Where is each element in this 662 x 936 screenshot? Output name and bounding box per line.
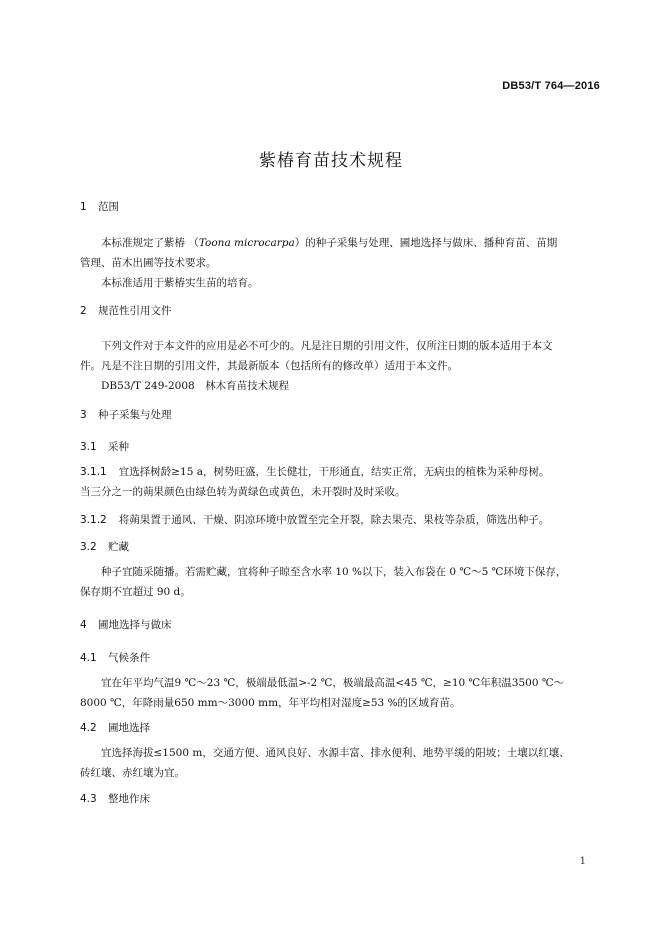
paragraph-line: 本标准适用于紫椿实生苗的培育。 <box>101 277 259 289</box>
section-number: 1 <box>80 201 87 213</box>
section-number: 3.1 <box>80 441 97 453</box>
text-span: ）的种子采集与处理、圃地选择与做床、播种育苗、苗期 <box>294 237 558 249</box>
paragraph-line: 当三分之一的蒴果颜色由绿色转为黄绿色或黄色，未开裂时及时采收。 <box>80 486 406 498</box>
paragraph-line: 下列文件对于本文件的应用是必不可少的。凡是注日期的引用文件，仅所注日期的版本适用于本文 <box>101 340 553 352</box>
section-title: 整地作床 <box>108 793 150 805</box>
section-title: 贮藏 <box>108 541 129 553</box>
paragraph-line: 8000 ℃，年降雨量650 mm～3000 mm，年平均相对湿度≥53 %的区域育苗。 <box>80 697 461 709</box>
section-3-1-heading <box>80 440 129 454</box>
section-number: 4.3 <box>80 793 97 805</box>
section-3-heading <box>80 408 172 422</box>
text-span: 本标准规定了紫椿 （ <box>101 237 199 249</box>
section-number: 3 <box>80 409 87 421</box>
section-title: 圃地选择与做床 <box>98 619 172 631</box>
section-3-2-body <box>80 562 602 602</box>
section-number: 4 <box>80 619 87 631</box>
paragraph-line: 种子宜随采随播。若需贮藏，宜将种子晾至含水率 10 %以下，装入布袋在 0 ℃～5 ℃环境下保存， <box>101 566 567 578</box>
paragraph-line: 宜选择海拔≤1500 m，交通方便、通风良好、水源丰富、排水便利、地势平缓的阳坡；土壤以红壤、 <box>101 747 570 759</box>
section-title: 采种 <box>108 441 129 453</box>
section-3-1-1 <box>80 462 602 502</box>
section-number: 3.2 <box>80 541 97 553</box>
latin-name: Toona microcarpa <box>198 237 295 249</box>
section-title: 种子采集与处理 <box>98 409 172 421</box>
section-number: 4.1 <box>80 652 97 664</box>
paragraph-line: 管理、苗木出圃等技术要求。 <box>80 257 217 269</box>
standard-number: DB53/T 764—2016 <box>502 80 600 92</box>
section-3-2-heading <box>80 540 129 554</box>
section-2-body <box>80 336 602 396</box>
section-4-1-heading <box>80 651 150 665</box>
section-number: 4.2 <box>80 722 97 734</box>
text-span: 将蒴果置于通风、干燥、阴凉环境中放置至完全开裂，除去果壳、果枝等杂质，筛选出种子。 <box>118 514 550 526</box>
section-4-1-body <box>80 673 602 713</box>
paragraph-line: 保存期不宜超过 90 d。 <box>80 586 191 598</box>
section-2-heading <box>80 304 172 318</box>
paragraph-line: 砖红壤、赤红壤为宜。 <box>80 767 185 779</box>
section-1-body <box>80 233 602 293</box>
paragraph-line <box>80 233 602 253</box>
section-title: 范围 <box>98 201 119 213</box>
section-4-2-body <box>80 743 602 783</box>
text-span: 宜选择树龄≥15 a，树势旺盛，生长健壮，干形通直，结实正常，无病虫的植株为采种母树。 <box>118 466 550 478</box>
section-title: 气候条件 <box>108 652 150 664</box>
paragraph-line <box>80 462 602 482</box>
section-3-1-2 <box>80 510 602 530</box>
section-title: 圃地选择 <box>108 722 150 734</box>
section-1-heading <box>80 200 119 214</box>
paragraph-line: 宜在年平均气温9 ℃～23 ℃，极端最低温>-2 ℃，极端最高温<45 ℃，≥10 ℃年积温3500 ℃～ <box>101 677 565 689</box>
clause-number: 3.1.1 <box>80 466 107 478</box>
paragraph-line <box>80 510 602 530</box>
section-4-2-heading <box>80 721 150 735</box>
section-4-3-heading <box>80 792 150 806</box>
document-title: 紫椿育苗技术规程 <box>259 151 403 171</box>
section-title: 规范性引用文件 <box>98 305 172 317</box>
normative-reference: DB53/T 249-2008 林木育苗技术规程 <box>101 380 290 392</box>
section-4-heading <box>80 618 172 632</box>
paragraph-line: 件。凡是不注日期的引用文件，其最新版本（包括所有的修改单）适用于本文件。 <box>80 360 458 372</box>
page-number: 1 <box>579 856 586 867</box>
clause-number: 3.1.2 <box>80 514 107 526</box>
section-number: 2 <box>80 305 87 317</box>
